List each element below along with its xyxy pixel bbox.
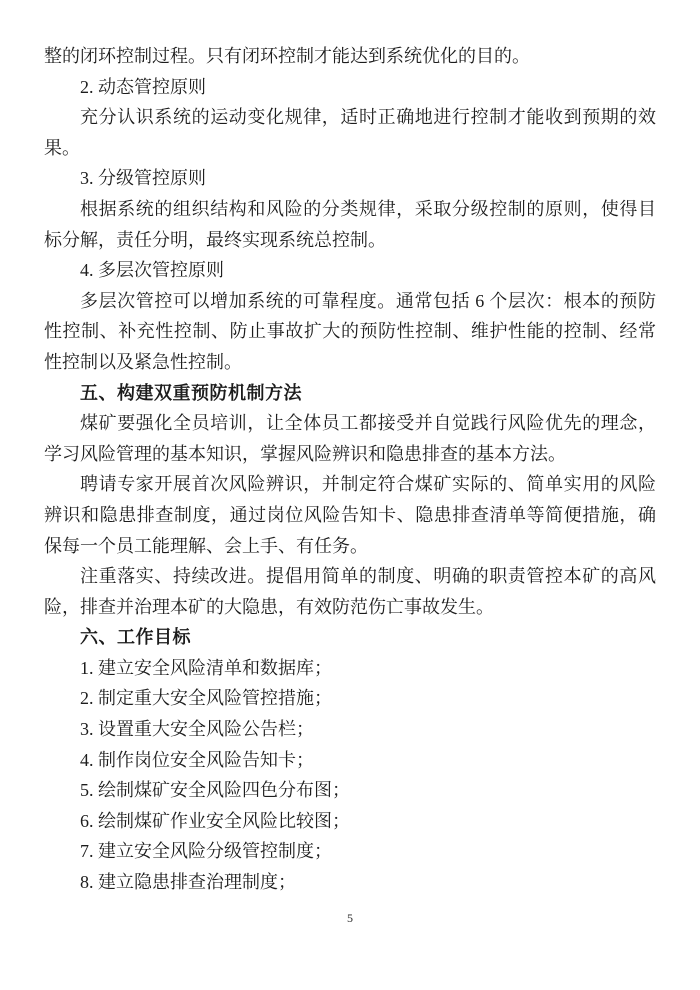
text-line: 4. 制作岗位安全风险告知卡； — [80, 749, 314, 770]
text-line: 险，排查并治理本矿的大隐患，有效防范伤亡事故发生。 — [44, 596, 494, 617]
text-line: 充分认识系统的运动变化规律，适时正确地进行控制才能收到预期的效 — [80, 107, 656, 128]
text-line: 2. 制定重大安全风险管控措施； — [80, 688, 332, 709]
text-line: 1. 建立安全风险清单和数据库； — [80, 657, 332, 678]
section-heading: 六、工作目标 — [80, 627, 191, 648]
text-line: 煤矿要强化全员培训，让全体员工都接受并自觉践行风险优先的理念， — [80, 413, 656, 434]
text-line: 聘请专家开展首次风险辨识，并制定符合煤矿实际的、简单实用的风险 — [80, 474, 656, 495]
text-line: 5. 绘制煤矿安全风险四色分布图； — [80, 780, 350, 801]
text-line: 2. 动态管控原则 — [80, 76, 206, 97]
text-line: 整的闭环控制过程。只有闭环控制才能达到系统优化的目的。 — [44, 46, 530, 66]
text-line: 果。 — [44, 137, 80, 158]
document-body — [44, 41, 656, 898]
page-number: 5 — [347, 911, 353, 925]
text-line: 3. 设置重大安全风险公告栏； — [80, 719, 314, 740]
text-line: 注重落实、持续改进。提倡用简单的制度、明确的职责管控本矿的高风 — [80, 566, 656, 587]
text-line: 7. 建立安全风险分级管控制度； — [80, 841, 332, 862]
text-line: 根据系统的组织结构和风险的分类规律，采取分级控制的原则，使得目 — [80, 198, 656, 219]
text-line: 6. 绘制煤矿作业安全风险比较图； — [80, 810, 350, 831]
text-line: 8. 建立隐患排查治理制度； — [80, 872, 296, 893]
section-heading: 五、构建双重预防机制方法 — [80, 382, 302, 403]
text-line: 辨识和隐患排查制度，通过岗位风险告知卡、隐患排查清单等简便措施，确 — [44, 504, 656, 525]
text-line: 标分解，责任分明，最终实现系统总控制。 — [44, 229, 386, 250]
text-line: 学习风险管理的基本知识，掌握风险辨识和隐患排查的基本方法。 — [44, 443, 566, 464]
text-line: 4. 多层次管控原则 — [80, 260, 224, 281]
text-line: 保每一个员工能理解、会上手、有任务。 — [44, 535, 368, 556]
text-line: 性控制、补充性控制、防止事故扩大的预防性控制、维护性能的控制、经常 — [44, 321, 656, 342]
text-line: 多层次管控可以增加系统的可靠程度。通常包括 6 个层次：根本的预防 — [80, 290, 656, 311]
text-line: 3. 分级管控原则 — [80, 168, 206, 189]
text-line: 性控制以及紧急性控制。 — [44, 351, 242, 372]
